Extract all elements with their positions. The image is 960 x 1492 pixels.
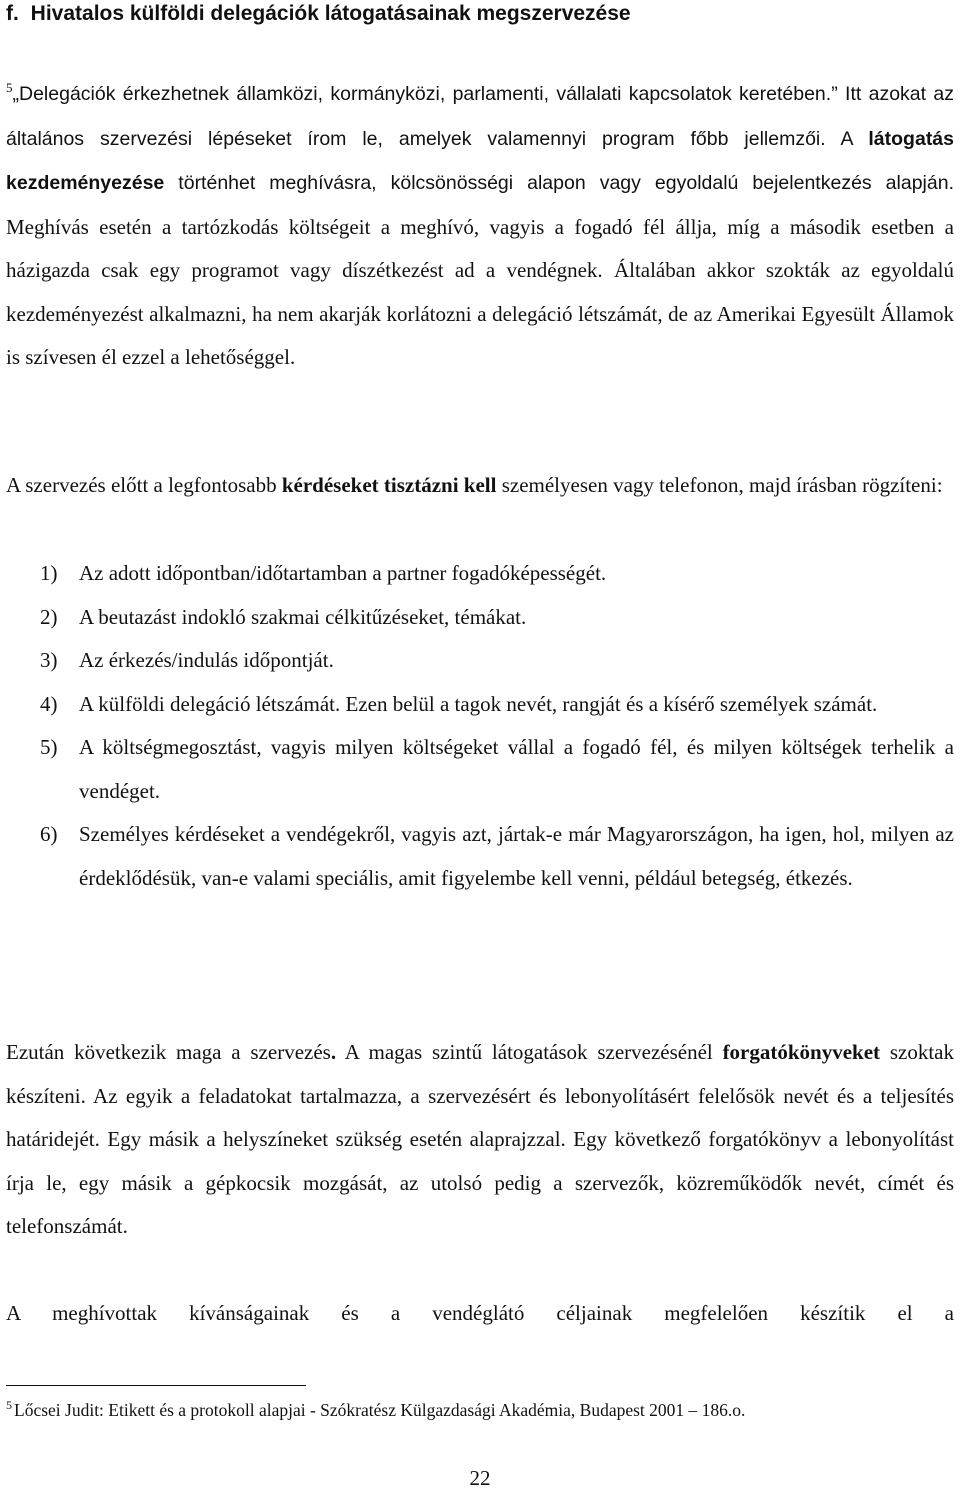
list-marker: 4) — [40, 691, 58, 716]
list-item — [6, 639, 954, 683]
paragraph-organization — [6, 1031, 954, 1249]
questions-text-cont: személyesen vagy telefonon, majd írásban rögzíteni: — [496, 473, 943, 497]
footnote-number: 5 — [6, 1398, 12, 1413]
section-heading — [6, 2, 631, 26]
organization-bold-dot: . — [330, 1040, 337, 1064]
list-item-text: A költségmegosztást, vagyis milyen költségeket vállal a fogadó fél, és milyen költségek terhelik a vendéget. — [79, 735, 954, 803]
organization-bold-scripts: forgatókönyveket — [722, 1040, 881, 1064]
list-marker: 2) — [40, 604, 58, 629]
intro-text: „Delegációk érkezhetnek államközi, kormányközi, parlamenti, vállalati kapcsolatok keretében.” Itt azokat az általános szervezési lépéseket írom le, amelyek valamennyi program főbb jellemzői. A — [6, 83, 954, 150]
list-item — [6, 813, 954, 900]
footnote — [6, 1398, 745, 1422]
list-marker: 5) — [40, 735, 58, 759]
organization-text: Ezután következik maga a szervezés — [6, 1040, 331, 1064]
list-item-text: Az adott időpontban/időtartamban a partner fogadóképességét. — [79, 561, 607, 585]
list-marker: 1) — [40, 561, 58, 585]
footnote-reference: 5 — [6, 80, 13, 95]
paragraph-invitees — [6, 1292, 954, 1336]
list-marker: 3) — [40, 648, 58, 672]
list-item-text: A beutazást indokló szakmai célkitűzéseket, témákat. — [79, 604, 527, 629]
list-item — [6, 683, 954, 727]
list-item — [6, 726, 954, 813]
paragraph-questions — [6, 464, 954, 508]
section-number: f. — [6, 2, 19, 25]
list-item-text: Az érkezés/indulás időpontját. — [79, 648, 334, 672]
questions-text: A szervezés előtt a legfontosabb — [6, 473, 282, 497]
intro-bold-initiation: látogatás kezdeményezése — [6, 127, 954, 194]
list-item — [6, 596, 954, 640]
intro-text-cont: történhet meghívásra, kölcsönösségi alapon vagy egyoldalú bejelentkezés alapján. — [164, 172, 954, 194]
intro-unilateral-text: Általában akkor szokták az egyoldalú kezdeményezést alkalmazni, ha nem akarják korlátozni a delegáció létszámát, de az Amerikai Egyesült Államok is szívesen él ezzel a lehetőséggel. — [6, 258, 954, 369]
section-title: Hivatalos külföldi delegációk látogatásainak megszervezése — [30, 2, 631, 25]
intro-invitation-text: Meghívás esetén a tartózkodás költségeit a meghívó, vagyis a fogadó fél állja, míg a második esetben a házigazda csak egy programot vagy díszétkezést ad a vendégnek. — [6, 214, 954, 282]
footnote-divider — [6, 1385, 306, 1386]
paragraph-intro — [6, 72, 954, 380]
questions-bold: kérdéseket tisztázni kell — [281, 473, 497, 497]
organization-text-end: szoktak készíteni. Az egyik a feladatokat tartalmazza, a szervezésért és lebonyolításért felelősök nevét és a teljesítés határidejét. Egy másik a helyszíneket szükség esetén alaprajzzal. Egy következő forgatókönyv a lebonyolítást írja le, egy másik a gépkocsik mozgását, az utolsó pedig a szervezők, közreműködők nevét, címét és telefonszámát. — [6, 1040, 954, 1238]
page-number: 22 — [469, 1466, 491, 1490]
list-item — [6, 552, 954, 596]
footnote-text: Lőcsei Judit: Etikett és a protokoll alapjai - Szókratész Külgazdasági Akadémia, Budapest 2001 – 186.o. — [14, 1400, 746, 1420]
list-marker: 6) — [40, 822, 58, 846]
invitees-text: A meghívottak kívánságainak és a vendéglátó céljainak megfelelően készítik el a — [6, 1301, 954, 1325]
list-item-text: A külföldi delegáció létszámát. Ezen belül a tagok nevét, rangját és a kísérő személyek számát. — [79, 691, 878, 716]
list-item-text: Személyes kérdéseket a vendégekről, vagyis azt, jártak-e már Magyarországon, ha igen, hol, milyen az érdeklődésük, van-e valami speciális, amit figyelembe kell venni, például betegség, étkezés. — [79, 822, 954, 890]
questions-list — [6, 552, 954, 900]
organization-text-cont: A magas szintű látogatások szervezésénél — [336, 1040, 723, 1064]
